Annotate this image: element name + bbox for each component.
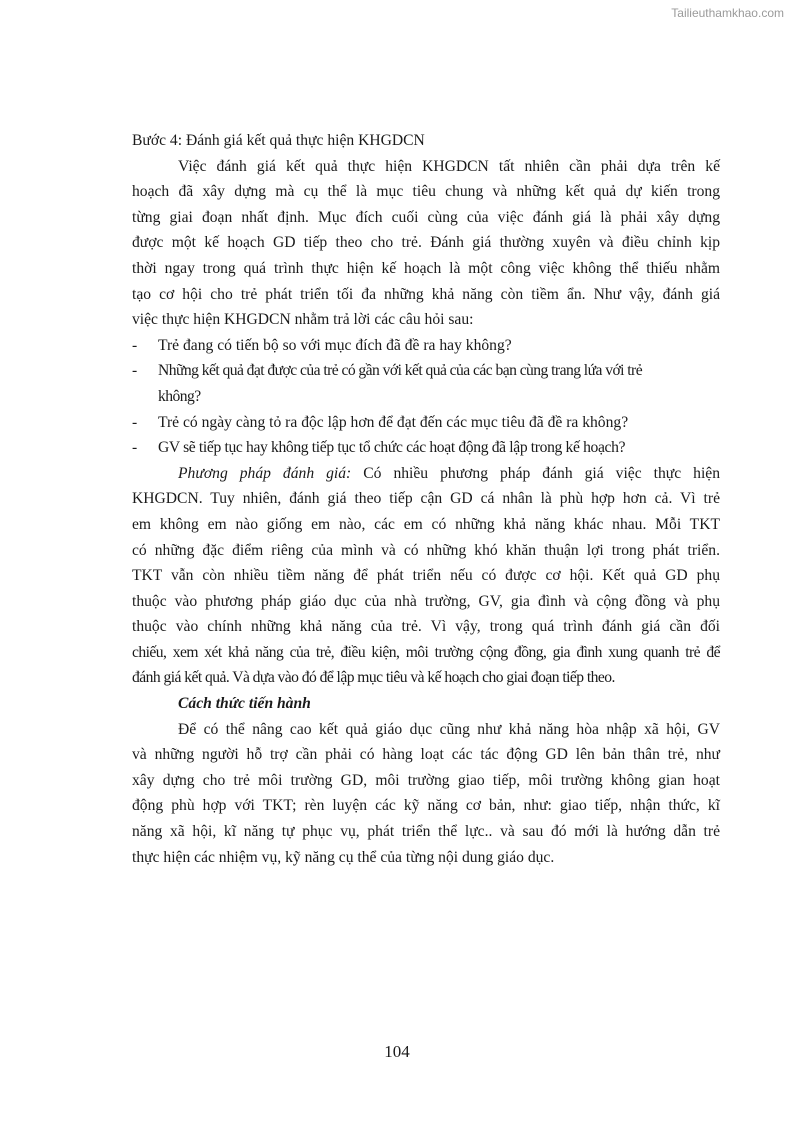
text-line: hoạch đã xây dựng mà cụ thể là mục tiêu chung và những kết quả dự kiến trong [132,183,720,201]
text-line: thuộc vào chính những khả năng của trẻ. Vì vậy, trong quá trình đánh giá cần đối [132,618,720,636]
paragraph-intro [132,154,720,333]
bullet-dash: - [132,439,137,457]
list-item [132,333,720,359]
text-line: việc thực hiện KHGDCN nhằm trả lời các câu hỏi sau: [132,311,474,329]
list-item-text: Những kết quả đạt được của trẻ có gần với kết quả của các bạn cùng trang lứa với trẻ [158,362,643,380]
text-line: có những đặc điểm riêng của mình và có những khó khăn thuận lợi trong phát triển. [132,541,720,559]
text-line: chiếu, xem xét khả năng của trẻ, điều kiện, môi trường cộng đồng, gia đình xung quanh trẻ để [132,643,720,661]
text-line: thực hiện các nhiệm vụ, kỹ năng cụ thể của từng nội dung giáo dục. [132,848,555,866]
paragraph-procedure [132,717,720,871]
text-line: thuộc vào phương pháp giáo dục của nhà trường, GV, gia đình và cộng đồng và phụ [132,592,720,610]
methods-label: Phương pháp đánh giá: [178,464,352,482]
methods-first-line: Có nhiều phương pháp đánh giá việc thực hiện [351,464,720,482]
bullet-dash: - [132,336,138,354]
text-line: từng giai đoạn nhất định. Mục đích cuối cùng của việc đánh giá là phải xây dựng [132,208,720,226]
text-line: và những người hỗ trợ cần phải có hàng loạt các tác động GD lên bản thân trẻ, như [132,746,720,764]
text-line: được một kế hoạch GD tiếp theo cho trẻ. Đánh giá thường xuyên và điều chỉnh kịp [132,234,720,252]
watermark: Tailieuthamkhao.com [671,6,784,20]
question-list [132,333,720,461]
text-line: thời ngay trong quá trình thực hiện kế hoạch là một công việc không thể thiếu nhằm [132,259,720,277]
list-item-text: GV sẽ tiếp tục hay không tiếp tục tổ chức các hoạt động đã lập trong kế hoạch? [158,439,626,457]
bullet-dash: - [132,413,138,431]
list-item [132,358,720,384]
list-item [132,435,720,461]
text-line: Để có thể nâng cao kết quả giáo dục cũng như khả năng hòa nhập xã hội, GV [178,720,720,738]
text-line [132,461,720,487]
text-line: xây dựng cho trẻ môi trường GD, môi trường giao tiếp, môi trường không gian hoạt [132,771,720,789]
section-heading: Bước 4: Đánh giá kết quả thực hiện KHGDCN [132,132,425,149]
list-item-continuation: không? [158,387,201,405]
list-item-text: Trẻ có ngày càng tỏ ra độc lập hơn để đạt đến các mục tiêu đã đề ra không? [158,413,629,431]
list-item [132,410,720,436]
text-line: em không em nào giống em nào, các em có những khả năng khác nhau. Mỗi TKT [132,515,720,533]
text-line: TKT vẫn còn nhiều tiềm năng để phát triển nếu có được cơ hội. Kết quả GD phụ [132,567,720,585]
text-line: năng xã hội, kĩ năng tự phục vụ, phát triển thể lực.. và sau đó mới là hướng dẫn trẻ [132,823,720,841]
subheading: Cách thức tiến hành [178,695,311,713]
list-item-text: Trẻ đang có tiến bộ so với mục đích đã đề ra hay không? [158,336,512,354]
bullet-dash: - [132,362,137,380]
paragraph-methods [132,461,720,691]
text-line: đánh giá kết quả. Và dựa vào đó để lập mục tiêu và kế hoạch cho giai đoạn tiếp theo. [132,669,615,687]
document-page [132,128,720,870]
text-line: tạo cơ hội cho trẻ phát triển tối đa những khả năng còn tiềm ẩn. Như vậy, đánh giá [132,285,720,303]
page-number: 104 [384,1042,410,1061]
text-line: Việc đánh giá kết quả thực hiện KHGDCN tất nhiên cần phải dựa trên kế [178,157,720,175]
text-line: KHGDCN. Tuy nhiên, đánh giá theo tiếp cận GD cá nhân là phù hợp hơn cả. Vì trẻ [132,490,720,508]
text-line: động phù hợp với TKT; rèn luyện các kỹ năng cơ bản, như: giao tiếp, nhận thức, kĩ [132,797,720,815]
